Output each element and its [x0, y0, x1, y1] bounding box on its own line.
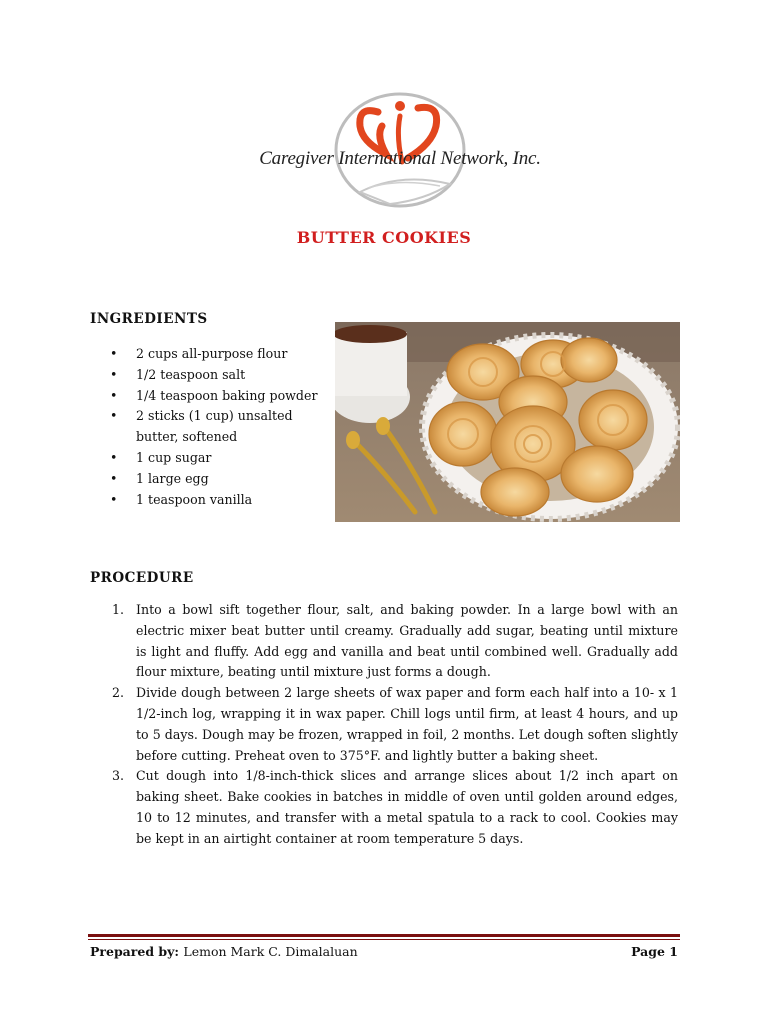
- list-item: • 1 large egg: [110, 469, 330, 490]
- recipe-title: BUTTER COOKIES: [296, 228, 472, 247]
- ingredients-list: [110, 344, 330, 510]
- step-text: Divide dough between 2 large sheets of wax paper and form each half into a 10- x 1 1/2-inch log, wrapping it in wax paper. Chill logs until firm, at least 4 hours, and up to 5 days. Dough may be frozen, wrapped in foil, 2 months. Let dough soften slightly before cutting. Preheat oven to 375°F. and lightly butter a baking sheet.: [136, 685, 678, 763]
- list-item: • 1/4 teaspoon baking powder: [110, 386, 330, 407]
- list-item: • 2 cups all-purpose flour: [110, 344, 330, 365]
- list-item: [108, 766, 678, 849]
- step-text: Cut dough into 1/8-inch-thick slices and arrange slices about 1/2 inch apart on baking sheet. Bake cookies in batches in middle of oven until golden around edges, 10 to 12 minutes, and transfer with a metal spatula to a rack to cool. Cookies may be kept in an airtight container at room temperature 5 days.: [136, 768, 678, 846]
- organization-logo: [250, 92, 550, 212]
- author-name: Lemon Mark C. Dimalaluan: [183, 944, 358, 959]
- step-number: 3.: [112, 768, 125, 784]
- prepared-by: [90, 944, 358, 959]
- cookies-photo: [335, 322, 680, 522]
- list-item: [108, 683, 678, 766]
- footer-divider: [88, 934, 680, 937]
- page-number: Page 1: [631, 944, 678, 959]
- step-text: Into a bowl sift together flour, salt, and baking powder. In a large bowl with an electric mixer beat butter until creamy. Gradually add sugar, beating until mixture is light and fluffy. Add egg and vanilla and beat until combined well. Gradually add flour mixture, beating until mixture just forms a dough.: [136, 602, 678, 680]
- list-item: • 1 cup sugar: [110, 448, 330, 469]
- step-number: 2.: [112, 685, 125, 701]
- page-footer: [90, 944, 678, 959]
- list-item: [108, 600, 678, 683]
- footer-divider-thin: [88, 939, 680, 940]
- list-item: • 2 sticks (1 cup) unsalted butter, softened: [110, 406, 330, 448]
- step-number: 1.: [112, 602, 125, 617]
- procedure-list: [108, 600, 678, 850]
- list-item: • 1 teaspoon vanilla: [110, 490, 330, 511]
- procedure-heading: PROCEDURE: [90, 570, 194, 586]
- ingredients-heading: INGREDIENTS: [90, 311, 208, 327]
- organization-name: Caregiver International Network, Inc.: [259, 148, 541, 169]
- prepared-label: Prepared by:: [90, 944, 180, 959]
- list-item: • 1/2 teaspoon salt: [110, 365, 330, 386]
